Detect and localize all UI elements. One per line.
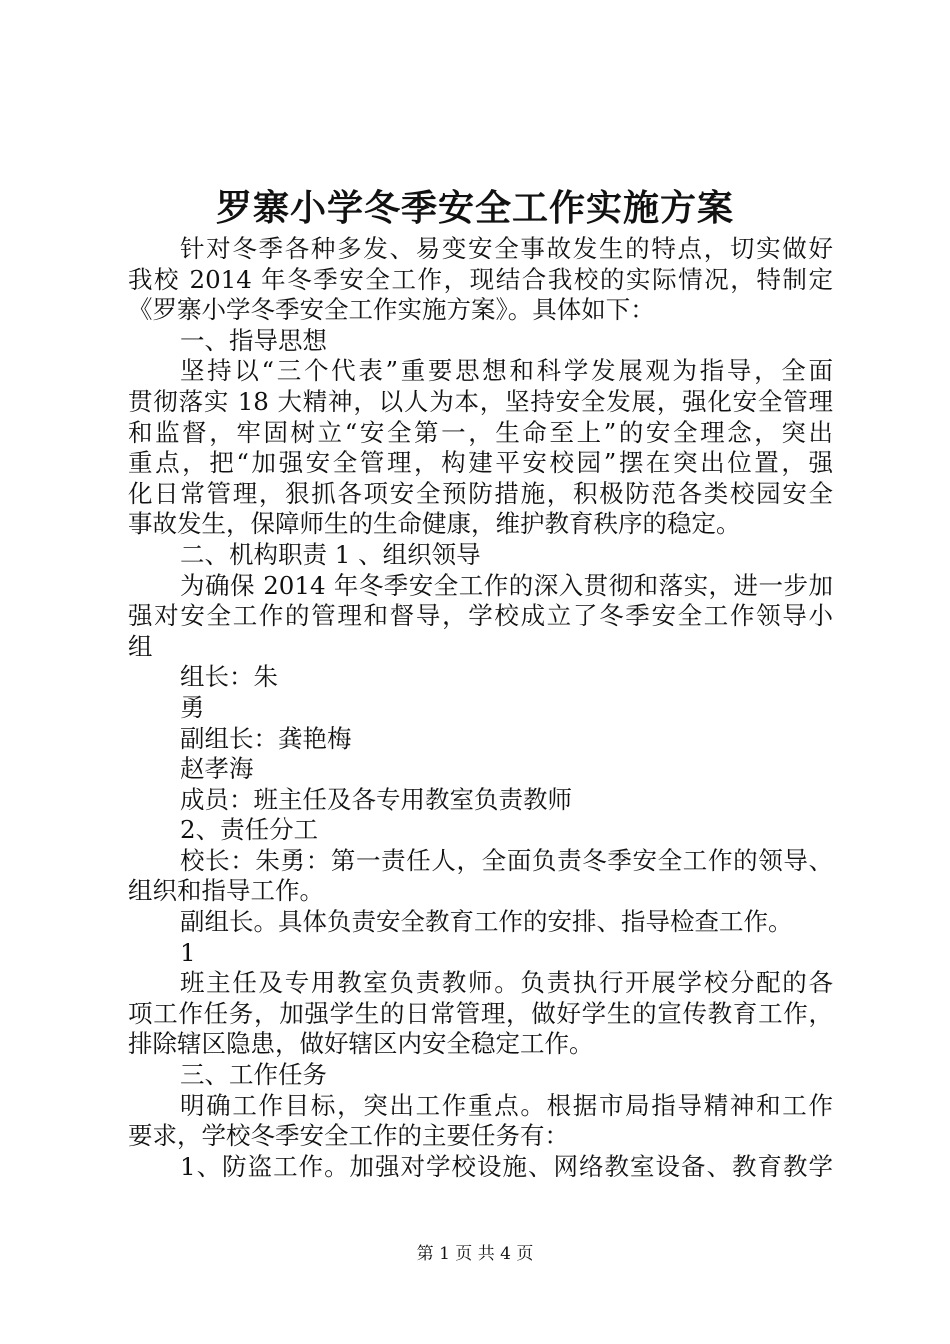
paragraph-line: 1 [180,937,196,967]
paragraph-line: 二、机构职责 1 、组织领导 [180,539,481,569]
paragraph-line: 一、指导思想 [180,325,327,355]
page-footer: 第 1 页 共 4 页 [416,1244,534,1264]
paragraph-line: 2、责任分工 [180,815,319,845]
paragraph-line: 贯彻落实 18 大精神，以人为本，坚持安全发展，强化安全管理 [128,386,833,416]
paragraph-line: 校长：朱勇：第一责任人，全面负责冬季安全工作的领导、 [180,845,833,875]
paragraph-line: 排除辖区隐患，做好辖区内安全稳定工作。 [128,1029,594,1059]
paragraph-line: 副组长：龚艳梅 [180,723,352,753]
paragraph-line: 项工作任务，加强学生的日常管理，做好学生的宣传教育工作， [128,998,833,1028]
paragraph-line: 组织和指导工作。 [128,876,324,906]
paragraph-line: 强对安全工作的管理和督导，学校成立了冬季安全工作领导小 [128,601,833,631]
paragraph-line: 副组长。具体负责安全教育工作的安排、指导检查工作。 [180,907,793,937]
paragraph-line: 组 [128,631,153,661]
paragraph-line: 事故发生，保障师生的生命健康，维护教育秩序的稳定。 [128,509,741,539]
paragraph-line: 明确工作目标，突出工作重点。根据市局指导精神和工作 [180,1090,833,1120]
document-title: 罗寨小学冬季安全工作实施方案 [215,187,734,229]
paragraph-line: 赵孝海 [180,754,254,784]
paragraph-line: 三、工作任务 [180,1060,327,1090]
paragraph-line: 化日常管理，狠抓各项安全预防措施，积极防范各类校园安全 [128,478,833,508]
paragraph-line: 1、防盗工作。加强对学校设施、网络教室设备、教育教学 [180,1151,833,1181]
paragraph-line: 针对冬季各种多发、易变安全事故发生的特点，切实做好 [180,234,833,263]
paragraph-line: 勇 [180,692,205,722]
paragraph-line: 要求，学校冬季安全工作的主要任务有： [128,1121,569,1151]
document-body [128,234,833,1182]
paragraph-line: 为确保 2014 年冬季安全工作的深入贯彻和落实，进一步加 [180,570,833,600]
paragraph-line: 重点，把“加强安全管理，构建平安校园”摆在突出位置，强 [128,448,833,478]
paragraph-line: 坚持以“三个代表”重要思想和科学发展观为指导，全面 [180,356,833,386]
paragraph-line: 我校 2014 年冬季安全工作，现结合我校的实际情况，特制定 [128,264,833,294]
paragraph-line: 组长：朱 [180,662,278,692]
paragraph-line: 和监督，牢固树立“安全第一，生命至上”的安全理念，突出 [128,417,833,447]
paragraph-line: 成员：班主任及各专用教室负责教师 [180,784,572,814]
paragraph-line: 班主任及专用教室负责教师。负责执行开展学校分配的各 [180,968,833,998]
paragraph-line: 《罗寨小学冬季安全工作实施方案》。具体如下： [128,295,655,325]
